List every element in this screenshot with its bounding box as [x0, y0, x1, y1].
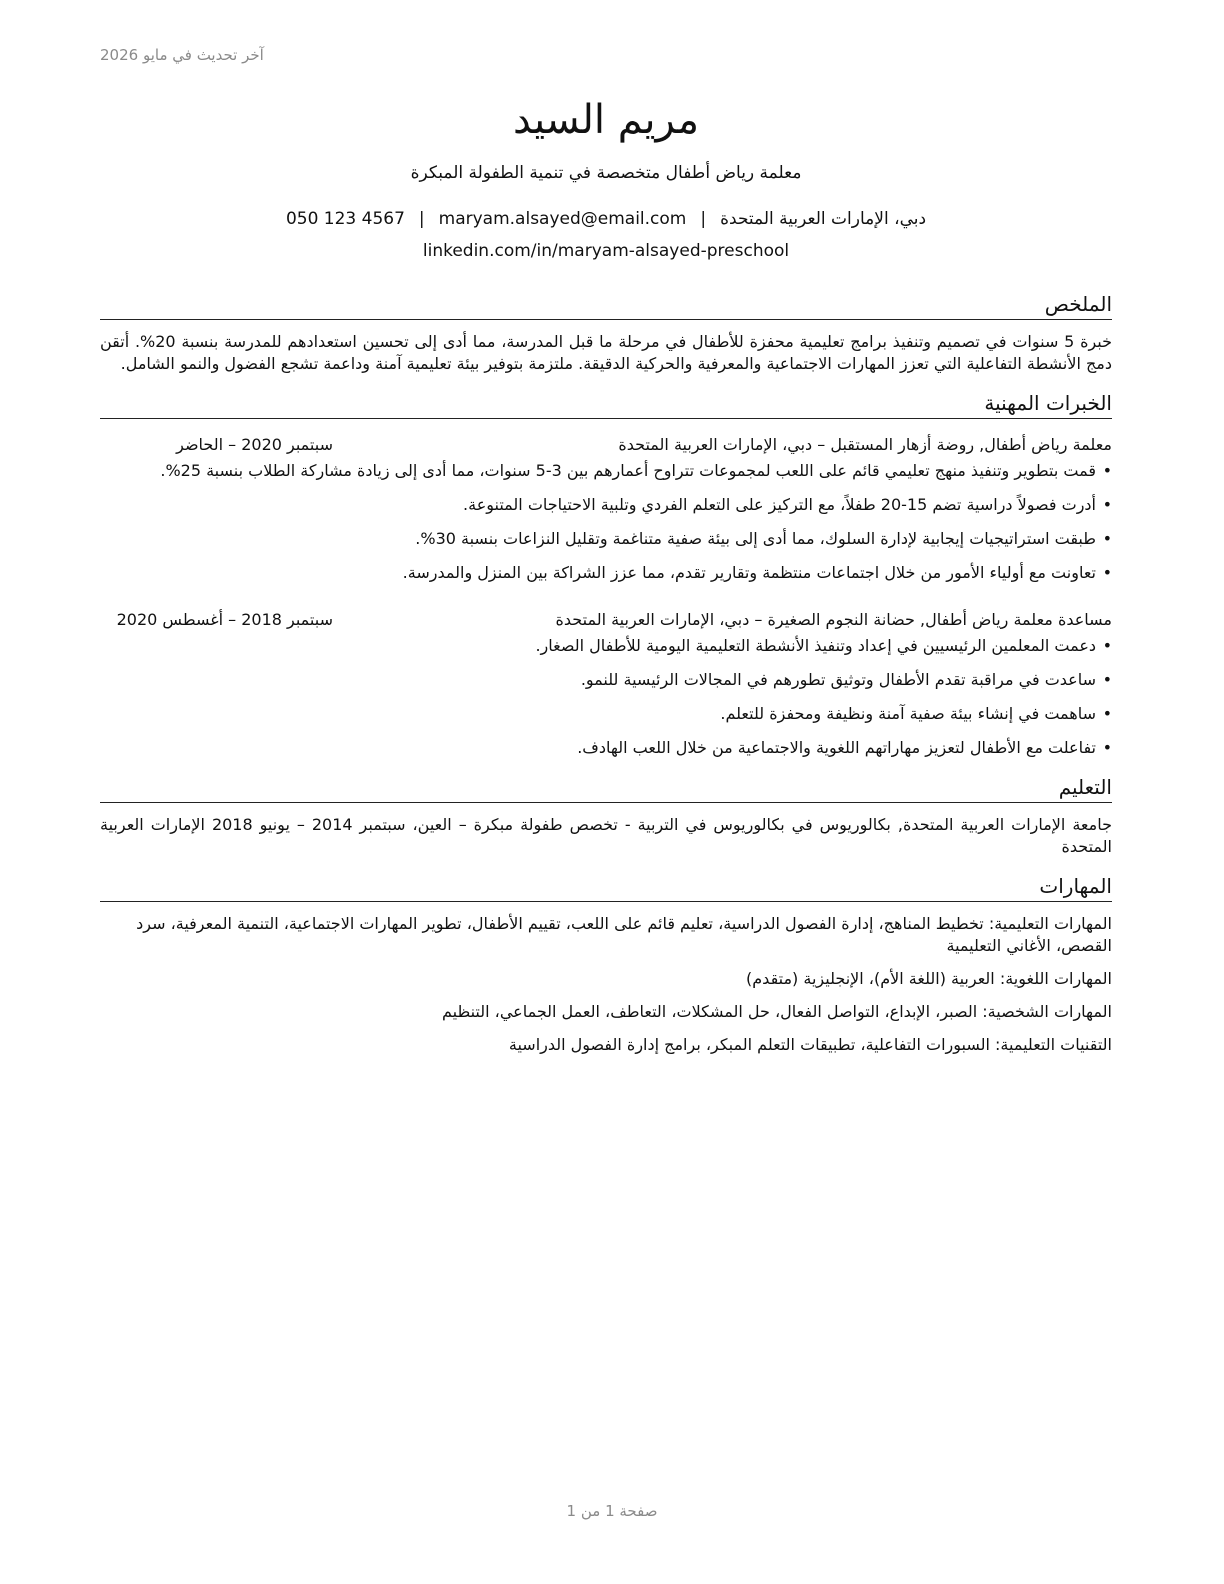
contact-linkedin[interactable]: linkedin.com/in/maryam-alsayed-preschool [422, 241, 790, 261]
summary-text: خبرة 5 سنوات في تصميم وتنفيذ برامج تعليمية محفزة للأطفال في مرحلة ما قبل المدرسة، مما أدى إلى تحسين استعدادهم للمدرسة بنسبة 20%. أتقن دمج الأنشطة التفاعلية التي تعزز المهارات الاجتماعية والمعرفية والحركية الدقيقة. ملتزمة بتوفير بيئة تعليمية آمنة وداعمة تشجع الفضول والنمو الشامل. [100, 332, 1113, 373]
skills-technology: التقنيات التعليمية: السبورات التفاعلية، تطبيقات التعلم المبكر، برامج إدارة الفصول الدراسية [508, 1035, 1112, 1054]
page-number: صفحة 1 من 1 [566, 1502, 658, 1520]
experience-section [100, 389, 1112, 759]
candidate-name: مريم السيد [512, 97, 699, 143]
contact-email[interactable]: maryam.alsayed@email.com [438, 209, 687, 229]
job-entry [100, 434, 1112, 584]
education-section [100, 773, 1112, 858]
job-bullet: • ساعدت في مراقبة تقدم الأطفال وتوثيق تطورهم في المجالات الرئيسية للنمو. [100, 669, 1112, 691]
skills-section [100, 872, 1112, 1056]
job-header [100, 434, 1112, 456]
job-bullet: • دعمت المعلمين الرئيسيين في إعداد وتنفيذ الأنشطة التعليمية اليومية للأطفال الصغار. [100, 635, 1112, 657]
job-bullet: • ساهمت في إنشاء بيئة صفية آمنة ونظيفة ومحفزة للتعلم. [100, 703, 1112, 725]
job-header [100, 609, 1112, 631]
job-bullets [100, 460, 1112, 584]
summary-section [100, 290, 1112, 375]
contact-line [100, 206, 1112, 232]
skills-teaching: المهارات التعليمية: تخطيط المناهج، إدارة الفصول الدراسية، تعليم قائم على اللعب، تقييم الأطفال، تطوير المهارات الاجتماعية، التنمية المعرفية، سرد القصص، الأغاني التعليمية [136, 914, 1112, 955]
education-entry: جامعة الإمارات العربية المتحدة, بكالوريوس في بكالوريوس في التربية - تخصص طفولة مبكرة – العين، سبتمبر 2014 – يونيو 2018 الإمارات العربية المتحدة [100, 815, 1112, 856]
candidate-title: معلمة رياض أطفال متخصصة في تنمية الطفولة المبكرة [410, 163, 802, 183]
skills-heading: المهارات [100, 872, 1112, 902]
job-dates: سبتمبر 2018 – أغسطس 2020 [116, 610, 333, 629]
summary-heading: الملخص [100, 290, 1112, 320]
job-role: مساعدة معلمة رياض أطفال, حضانة النجوم الصغيرة – دبي، الإمارات العربية المتحدة [555, 610, 1112, 629]
job-bullet: • تفاعلت مع الأطفال لتعزيز مهاراتهم اللغوية والاجتماعية من خلال اللعب الهادف. [100, 737, 1112, 759]
job-role: معلمة رياض أطفال, روضة أزهار المستقبل – دبي، الإمارات العربية المتحدة [618, 435, 1112, 454]
job-dates: سبتمبر 2020 – الحاضر [176, 435, 333, 454]
job-bullet: • تعاونت مع أولياء الأمور من خلال اجتماعات منتظمة وتقارير تقدم، مما عزز الشراكة بين المنزل والمدرسة. [100, 562, 1112, 584]
contact-phone: 050 123 4567 [285, 209, 405, 229]
experience-heading: الخبرات المهنية [100, 389, 1112, 419]
contact-location: دبي، الإمارات العربية المتحدة [720, 209, 927, 229]
skills-language: المهارات اللغوية: العربية (اللغة الأم)، الإنجليزية (متقدم) [746, 969, 1112, 988]
resume-page [100, 92, 1112, 1056]
job-bullet: • طبقت استراتيجيات إيجابية لإدارة السلوك، مما أدى إلى بيئة صفية متناغمة وتقليل النزاعات بنسبة 30%. [100, 528, 1112, 550]
job-entry [100, 609, 1112, 759]
contact-separator: | [418, 209, 425, 229]
job-bullet: • قمت بتطوير وتنفيذ منهج تعليمي قائم على اللعب لمجموعات تتراوح أعمارهم بين 3-5 سنوات، مما أدى إلى زيادة مشاركة الطلاب بنسبة 25%. [100, 460, 1112, 482]
education-heading: التعليم [100, 773, 1112, 803]
skills-personal: المهارات الشخصية: الصبر، الإبداع، التواصل الفعال، حل المشكلات، التعاطف، العمل الجماعي، التنظيم [441, 1002, 1112, 1021]
last-updated-note: آخر تحديث في مايو 2026 [100, 46, 264, 64]
contact-separator: | [700, 209, 707, 229]
job-bullets [100, 635, 1112, 759]
job-bullet: • أدرت فصولاً دراسية تضم 15-20 طفلاً، مع التركيز على التعلم الفردي وتلبية الاحتياجات المتنوعة. [100, 494, 1112, 516]
